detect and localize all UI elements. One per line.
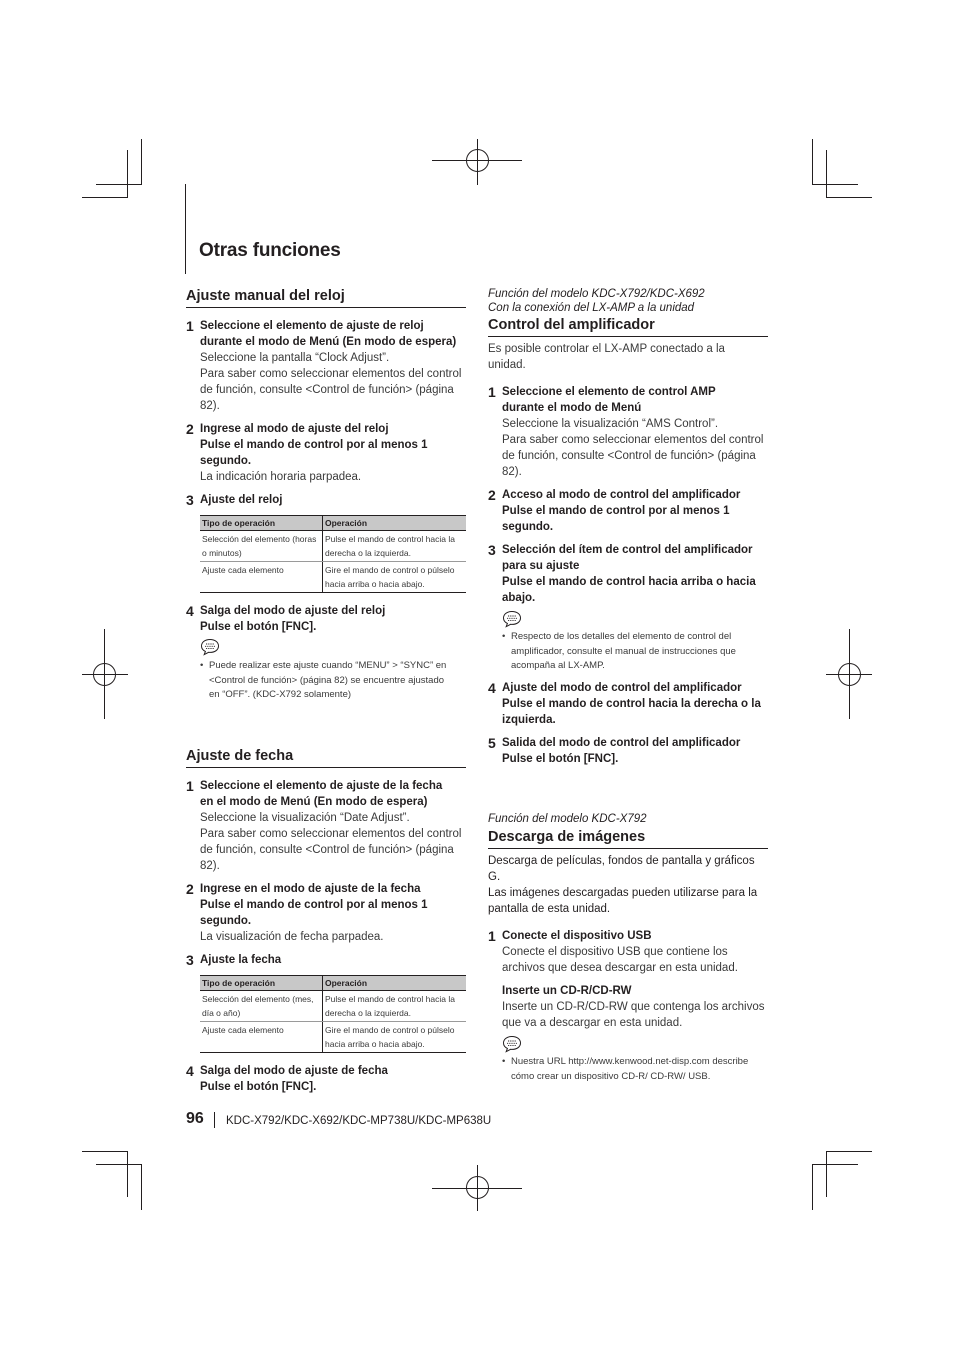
- step-number: 1: [186, 778, 194, 794]
- model-note: Función del modelo KDC-X792/KDC-X692 Con la conexión del LX-AMP a la unidad: [488, 288, 705, 314]
- note-text: Puede realizar este ajuste cuando “MENU” > “SYNC” en <Control de función> (página 82) se encuentre ajustado en “OFF”. (KDC-X792 solamente): [209, 660, 447, 700]
- step-text: Salga del modo de ajuste de fecha Pulse el botón [FNC].: [200, 1065, 388, 1093]
- note-bullet: •: [502, 631, 506, 642]
- table-header: Tipo de operación: [200, 516, 323, 531]
- step-text: Seleccione el elemento de control AMP durante el modo de Menú Seleccione la visualización “AMS Control”. Para saber como seleccionar elementos del control de función, consulte <Control de función> (página 82).: [502, 386, 764, 478]
- step-text: Salga del modo de ajuste del reloj Pulse el botón [FNC].: [200, 605, 386, 633]
- note-icon: [502, 1035, 522, 1053]
- section-rule: [488, 848, 768, 849]
- step-text: Ingrese en el modo de ajuste de la fecha Pulse el mando de control por al menos 1 segundo. La visualización de fecha parpadea.: [200, 883, 428, 943]
- title-bar: [185, 184, 186, 274]
- intro-text: Descarga de películas, fondos de pantalla y gráficos G. Las imágenes descargadas pueden utilizarse para la pantalla de esta unidad.: [488, 855, 758, 915]
- note-bullet: •: [200, 660, 204, 671]
- page-number: 96: [186, 1110, 204, 1127]
- section-rule: [186, 307, 466, 308]
- section-rule: [186, 767, 466, 768]
- step-number: 4: [186, 603, 194, 619]
- table-row: Ajuste cada elemento Gire el mando de control o púlselo hacia arriba o hacia abajo.: [200, 562, 466, 593]
- table-row: Selección del elemento (mes, día o año) Pulse el mando de control hacia la derecha o la izquierda.: [200, 991, 466, 1022]
- section-heading: Descarga de imágenes: [488, 829, 646, 845]
- step-number: 3: [186, 952, 194, 968]
- step-text: Conecte el dispositivo USB Conecte el dispositivo USB que contiene los archivos que desea descargar en esta unidad. Inserte un CD-R/CD-RW Inserte un CD-R/CD-RW que contenga los archivos que va a descargar en esta unidad.: [502, 930, 765, 1029]
- step-number: 2: [488, 487, 496, 503]
- step-text: Acceso al modo de control del amplificador Pulse el mando de control por al menos 1 segundo.: [502, 489, 741, 533]
- step-text: Seleccione el elemento de ajuste de reloj durante el modo de Menú (En modo de espera) Seleccione la pantalla “Clock Adjust”. Para saber como seleccionar elementos del control de función, consulte <Control de función> (página 82).: [200, 320, 462, 412]
- note-text: Respecto de los detalles del elemento de control del amplificador, consulte el manual de instrucciones que acompaña al LX-AMP.: [511, 631, 736, 671]
- step-text: Ingrese al modo de ajuste del reloj Pulse el mando de control por al menos 1 segundo. La indicación horaria parpadea.: [200, 423, 428, 483]
- operation-table: [200, 515, 466, 593]
- step-number: 5: [488, 735, 496, 751]
- operation-table: [200, 975, 466, 1053]
- step-number: 3: [186, 492, 194, 508]
- model-list: KDC-X792/KDC-X692/KDC-MP738U/KDC-MP638U: [226, 1115, 492, 1127]
- step-number: 4: [186, 1063, 194, 1079]
- table-header: Tipo de operación: [200, 976, 323, 991]
- step-text: Ajuste del modo de control del amplificador Pulse el mando de control hacia la derecha o la izquierda.: [502, 682, 761, 726]
- step-text: Ajuste del reloj: [200, 494, 283, 506]
- step-text: Salida del modo de control del amplificador Pulse el botón [FNC].: [502, 737, 741, 765]
- table-header: Operación: [323, 976, 467, 991]
- section-heading: Control del amplificador: [488, 317, 655, 333]
- step-number: 3: [488, 542, 496, 558]
- step-number: 2: [186, 881, 194, 897]
- step-text: Selección del ítem de control del amplificador para su ajuste Pulse el mando de control hacia arriba o hacia abajo.: [502, 544, 756, 604]
- note-icon: [200, 638, 220, 656]
- step-number: 1: [488, 384, 496, 400]
- table-header: Operación: [323, 516, 467, 531]
- step-text: Seleccione el elemento de ajuste de la fecha en el modo de Menú (En modo de espera) Seleccione la visualización “Date Adjust”. Para saber como seleccionar elementos del control de función, consulte <Control de función> (página 82).: [200, 780, 462, 872]
- step-number: 1: [186, 318, 194, 334]
- intro-text: Es posible controlar el LX-AMP conectado a la unidad.: [488, 343, 725, 371]
- section-rule: [488, 336, 768, 337]
- step-number: 2: [186, 421, 194, 437]
- note-icon: [502, 610, 522, 628]
- model-note: Función del modelo KDC-X792: [488, 813, 647, 825]
- step-number: 4: [488, 680, 496, 696]
- note-bullet: •: [502, 1056, 506, 1067]
- note-text: Nuestra URL http://www.kenwood.net-disp.com describe cómo crear un dispositivo CD-R/ CD-RW/ USB.: [511, 1056, 749, 1082]
- footer-divider: [214, 1112, 215, 1128]
- step-text: Ajuste la fecha: [200, 954, 282, 966]
- section-heading: Ajuste de fecha: [186, 748, 294, 764]
- section-heading: Ajuste manual del reloj: [186, 288, 345, 304]
- step-number: 1: [488, 928, 496, 944]
- page-title: Otras funciones: [199, 240, 341, 261]
- table-row: Ajuste cada elemento Gire el mando de control o púlselo hacia arriba o hacia abajo.: [200, 1022, 466, 1053]
- table-row: Selección del elemento (horas o minutos) Pulse el mando de control hacia la derecha o la izquierda.: [200, 531, 466, 562]
